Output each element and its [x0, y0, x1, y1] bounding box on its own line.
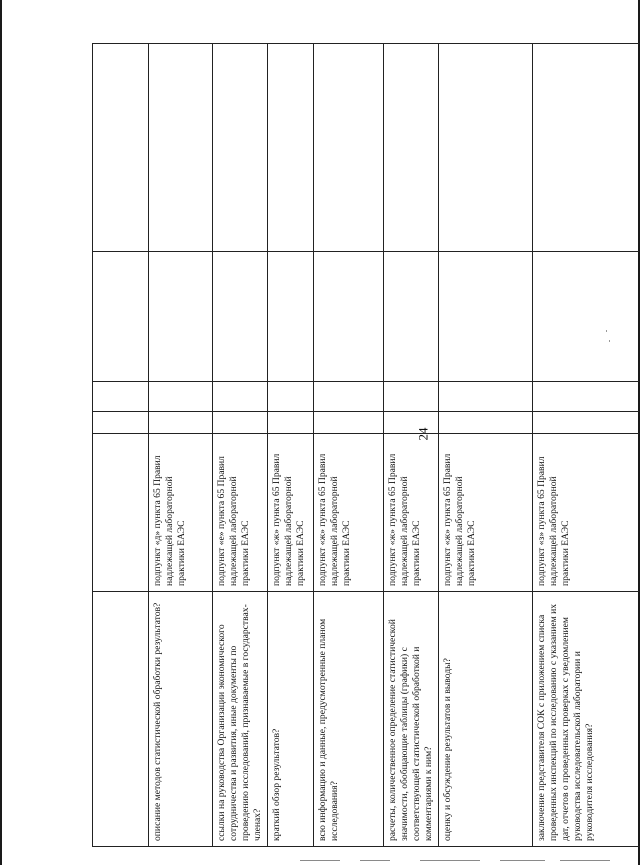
table-cell-reference: подпункт «е» пункта 65 Правил надлежащей лабораторной практики ЕАЭС	[213, 434, 268, 592]
scan-speck	[609, 340, 610, 342]
table-cell-question: расчеты, количественное определение статистической значимости, обобщающие таблицы (графики) с соответствующей статистической обработкой и комментариями к ним?	[384, 592, 439, 847]
table-cell-yes	[93, 412, 149, 434]
table-cell-reference	[93, 434, 149, 592]
table-row	[149, 44, 213, 847]
table-cell-na	[149, 252, 213, 382]
table-cell-yes	[149, 412, 213, 434]
scan-speck	[606, 330, 607, 332]
table-cell-na	[268, 252, 314, 382]
table-row	[439, 44, 533, 847]
table-cell-reference: подпункт «ж» пункта 65 Правил надлежащей лабораторной практики ЕАЭС	[439, 434, 533, 592]
table-row-partial-top	[93, 44, 149, 847]
table-cell-question: описание методов статистической обработки результатов?	[149, 592, 213, 847]
table-cell-note	[149, 44, 213, 252]
table-cell-reference: подпункт «ж» пункта 65 Правил надлежащей лабораторной практики ЕАЭС	[268, 434, 314, 592]
table-cell-reference: подпункт «д» пункта 65 Правил надлежащей лабораторной практики ЕАЭС	[149, 434, 213, 592]
table-cell-question: ссылки на руководства Организации экономического сотрудничества и развития, иные документы по проведению исследований, признаваемые в государствах-членах?	[213, 592, 268, 847]
scan-speck	[300, 860, 340, 861]
rotated-table-container	[92, 44, 628, 847]
table-cell-yes	[268, 412, 314, 434]
table-row	[314, 44, 384, 847]
scan-speck	[560, 860, 610, 861]
table-row	[384, 44, 439, 847]
table-cell-na	[213, 252, 268, 382]
table-cell-no	[213, 382, 268, 412]
checklist-table	[92, 43, 640, 847]
table-cell-no	[314, 382, 384, 412]
table-cell-note	[314, 44, 384, 252]
scan-edge-left	[0, 0, 2, 865]
table-cell-reference: подпункт «ж» пункта 65 Правил надлежащей лабораторной практики ЕАЭС	[314, 434, 384, 592]
table-cell-note	[439, 44, 533, 252]
table-cell-note	[384, 44, 439, 252]
table-cell-note	[93, 44, 149, 252]
table-cell-note	[533, 44, 640, 252]
table-cell-na	[384, 252, 439, 382]
table-cell-reference: подпункт «з» пункта 65 Правил надлежащей лабораторной практики ЕАЭС	[533, 434, 640, 592]
table-cell-question	[93, 592, 149, 847]
table-cell-note	[213, 44, 268, 252]
table-row	[533, 44, 640, 847]
table-cell-no	[384, 382, 439, 412]
table-cell-no	[268, 382, 314, 412]
page-number: 24	[415, 427, 431, 441]
scan-noise-bottom	[0, 851, 640, 865]
table-row	[213, 44, 268, 847]
table-cell-yes	[439, 412, 533, 434]
table-cell-note	[268, 44, 314, 252]
table-cell-yes	[384, 412, 439, 434]
table-cell-na	[439, 252, 533, 382]
table-cell-question: заключение представителя СОК с приложением списка проведенных инспекций по исследованию с указанием их дат, отчетов о проведенных проверках с уведомлением руководства исследовательской лаборатории и руководителя исследования?	[533, 592, 640, 847]
scan-speck	[360, 860, 390, 861]
table-cell-reference: подпункт «ж» пункта 65 Правил надлежащей лабораторной практики ЕАЭС	[384, 434, 439, 592]
table-row	[268, 44, 314, 847]
table-cell-no	[439, 382, 533, 412]
table-cell-na	[533, 252, 640, 382]
table-cell-no	[533, 382, 640, 412]
scan-speck	[500, 860, 545, 861]
table-cell-question: всю информацию и данные, предусмотренные планом исследования?	[314, 592, 384, 847]
table-cell-na	[93, 252, 149, 382]
table-cell-no	[149, 382, 213, 412]
table-cell-question: краткий обзор результатов?	[268, 592, 314, 847]
table-cell-yes	[213, 412, 268, 434]
table-cell-yes	[533, 412, 640, 434]
table-cell-no	[93, 382, 149, 412]
table-cell-question: оценку и обсуждение результатов и выводы?	[439, 592, 533, 847]
scan-speck	[420, 860, 480, 861]
table-cell-na	[314, 252, 384, 382]
table-cell-yes	[314, 412, 384, 434]
